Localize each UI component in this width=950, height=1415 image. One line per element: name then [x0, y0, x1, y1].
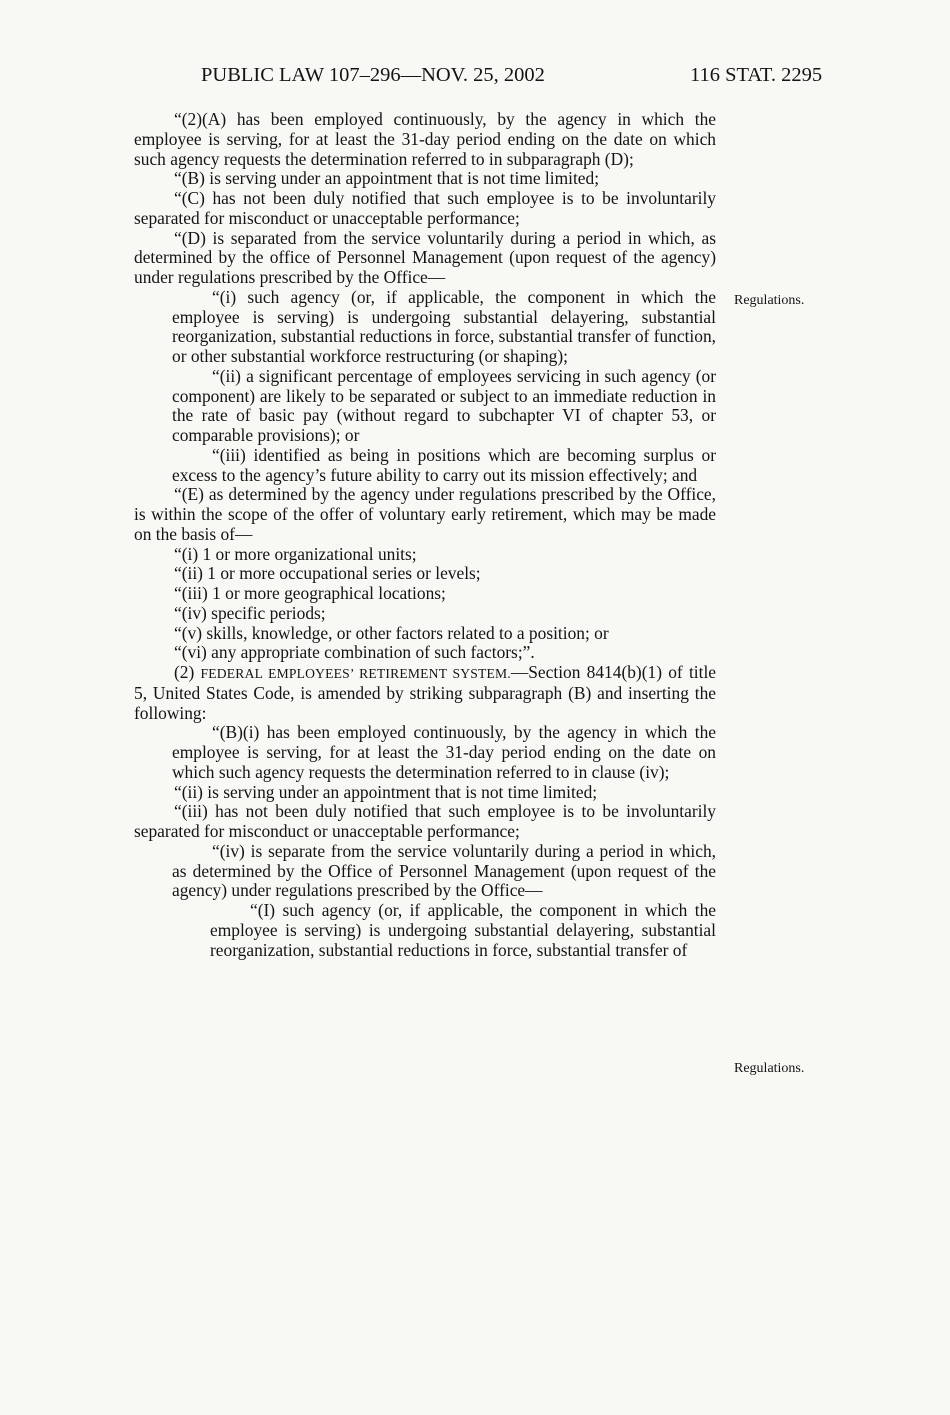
amendment-text-civil-service	[134, 110, 716, 663]
statute-paragraph: “(ii) a significant percentage of employees servicing in such agency (or component) are likely to be separated or subject to an immediate reduction in the rate of basic pay (without regard to subchapter VI of chapter 53, or comparable provisions); or	[172, 365, 716, 445]
statute-paragraph: “(C) has not been duly notified that such employee is to be involuntarily separated for misconduct or unacceptable performance;	[134, 188, 716, 228]
statute-paragraph: “(ii) is serving under an appointment that is not time limited;	[174, 781, 598, 802]
statute-paragraph: “(v) skills, knowledge, or other factors related to a position; or	[174, 622, 609, 643]
statute-paragraph: “(iii) 1 or more geographical locations;	[174, 583, 446, 603]
statute-paragraph: “(B) is serving under an appointment that is not time limited;	[174, 168, 600, 189]
statute-paragraph: “(iv) specific periods;	[174, 602, 326, 623]
statute-paragraph: “(i) 1 or more organizational units;	[174, 543, 417, 564]
statute-paragraph: “(iii) has not been duly notified that such employee is to be involuntarily separated for misconduct or unacceptable performance;	[134, 801, 716, 841]
statute-paragraph: “(I) such agency (or, if applicable, the component in which the employee is serving) is undergoing substantial delayering, substantial reorganization, substantial reductions in force, substantial transfer of	[210, 900, 716, 960]
margin-note-regulations: Regulations.	[734, 293, 805, 308]
statute-paragraph: “(D) is separated from the service voluntarily during a period in which, as determined by the office of Personnel Management (upon request of the agency) under regulations prescribed by the Office—	[134, 227, 716, 287]
section-number: (2)	[174, 662, 195, 682]
statute-paragraph: “(B)(i) has been employed continuously, by the agency in which the employee is serving, for at least the 31-day period ending on the date on which such agency requests the determination referred to in clause (iv);	[172, 722, 716, 782]
statute-paragraph: “(i) such agency (or, if applicable, the component in which the employee is serving) is undergoing substantial delayering, substantial reorganization, substantial reductions in force, substantial transfer of function, or other substantial workforce restructuring (or shaping);	[172, 286, 716, 366]
statute-page-number: 116 STAT. 2295	[690, 64, 823, 86]
section-paragraph	[134, 663, 716, 723]
running-head-title: PUBLIC LAW 107–296—NOV. 25, 2002	[201, 64, 545, 86]
statute-paragraph: “(2)(A) has been employed continuously, by the agency in which the employee is serving, for at least the 31-day period ending on the date on which such agency requests the determination referred to in subparagraph (D);	[134, 109, 716, 169]
statute-paragraph: “(ii) 1 or more occupational series or levels;	[174, 563, 481, 584]
margin-note-regulations: Regulations.	[734, 1061, 805, 1076]
amendment-text-fers	[134, 723, 716, 960]
statute-paragraph: “(iv) is separate from the service voluntarily during a period in which, as determined by the Office of Personnel Management (upon request of the agency) under regulations prescribed by the Office—	[172, 840, 716, 901]
statute-paragraph: “(iii) identified as being in positions which are becoming surplus or excess to the agency’s future ability to carry out its mission effectively; and	[172, 444, 716, 485]
statute-paragraph: “(E) as determined by the agency under regulations prescribed by the Office, is within the scope of the offer of voluntary early retirement, which may be made on the basis of—	[134, 484, 716, 544]
section-heading: FEDERAL EMPLOYEES’ RETIREMENT SYSTEM.	[200, 666, 511, 681]
document-body	[134, 110, 716, 960]
section-text: —Section 8414(b)(1) of title 5, United States Code, is amended by striking subparagraph (B) and inserting the following:	[134, 662, 716, 723]
page-header	[0, 60, 950, 90]
statute-paragraph: “(vi) any appropriate combination of such factors;”.	[174, 642, 535, 663]
